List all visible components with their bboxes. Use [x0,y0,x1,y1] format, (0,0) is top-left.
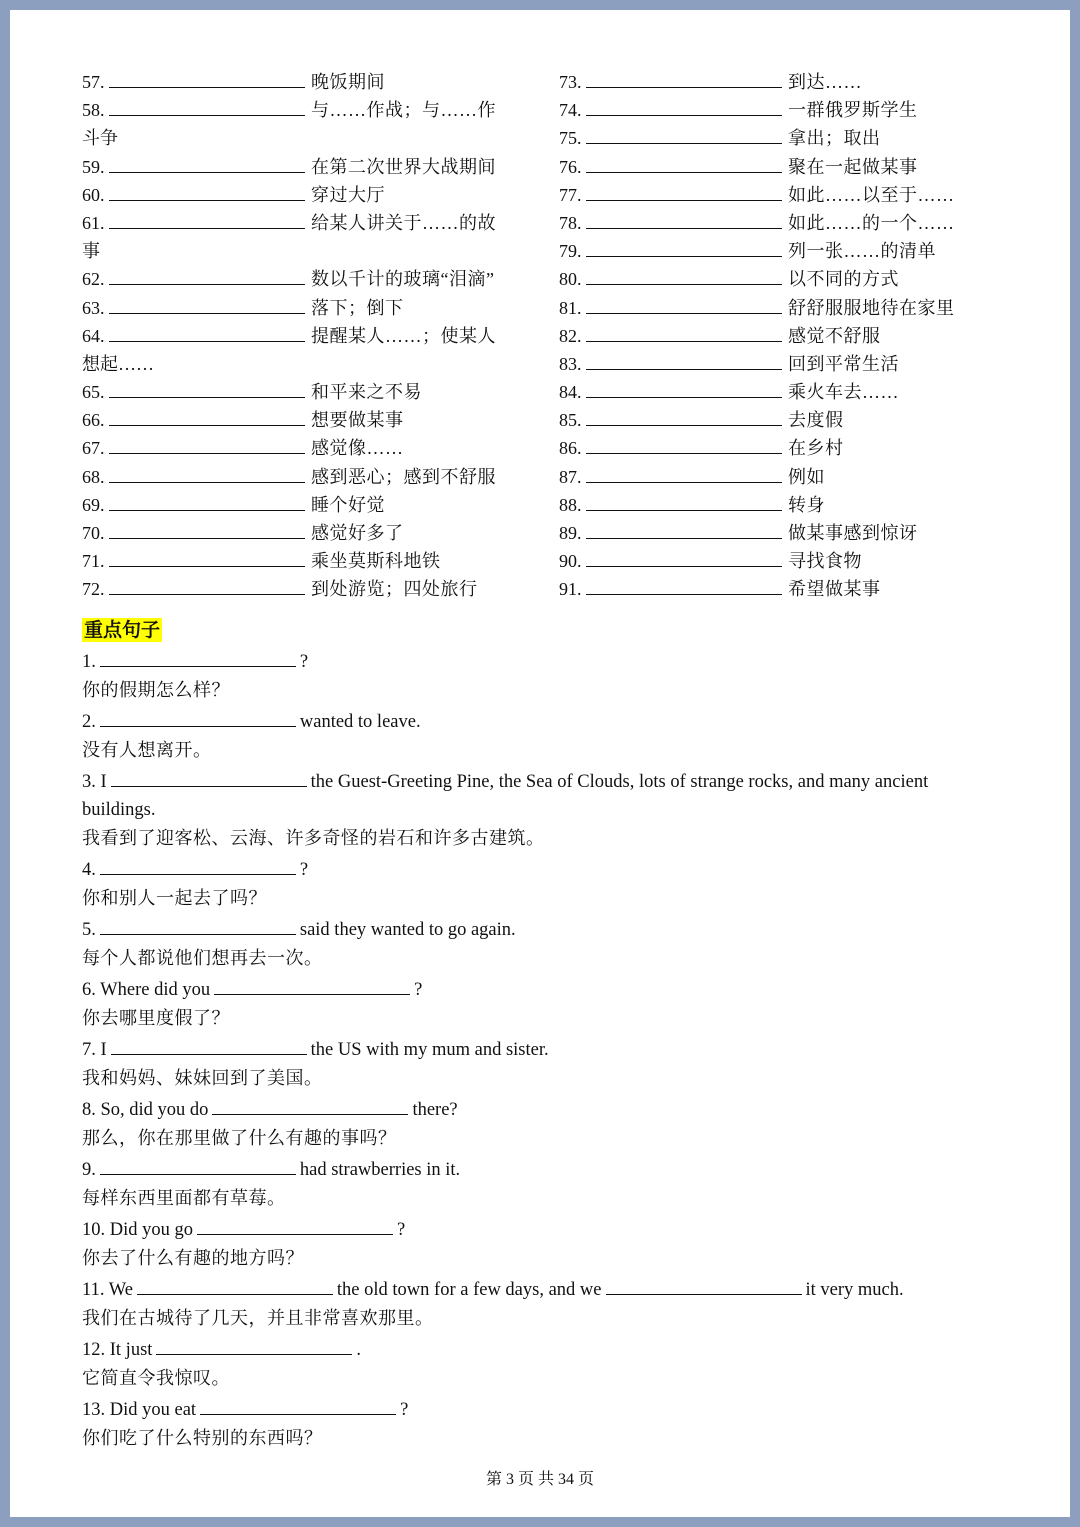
phrase-meaning: 穿过大厅 [311,184,385,205]
phrase-number: 65. [82,382,105,403]
sentence-english [82,976,1002,1004]
phrase-meaning: 在乡村 [788,438,844,459]
answer-blank[interactable] [586,435,782,454]
sentence-item [82,976,1002,1032]
phrase-meaning: 以不同的方式 [788,269,899,290]
answer-blank[interactable] [586,407,782,426]
sentence-text: there? [412,1100,458,1120]
phrase-number: 84. [559,382,582,403]
answer-blank[interactable] [156,1336,352,1355]
phrase-number: 76. [559,156,582,177]
sentence-english [82,1396,1002,1424]
answer-blank[interactable] [586,210,782,229]
phrase-item [559,124,1019,152]
phrase-item [559,575,1019,603]
phrase-meaning: 感觉好多了 [311,523,404,543]
phrase-number: 90. [559,551,582,572]
phrase-number: 78. [559,212,582,233]
phrase-item [82,491,542,519]
sentence-text: 1. [82,652,96,672]
phrase-item [559,547,1019,575]
answer-blank[interactable] [586,576,782,595]
sentence-text: 11. We [82,1280,133,1300]
answer-blank[interactable] [586,125,782,144]
sentence-english [82,916,1002,944]
answer-blank[interactable] [586,154,782,173]
sentence-chinese: 每个人都说他们想再去一次。 [82,948,323,968]
sentence-text: 12. It just [82,1340,153,1360]
sentence-chinese: 你的假期怎么样？ [82,680,230,700]
phrase-item [82,209,542,237]
phrase-item [82,547,542,575]
answer-blank[interactable] [137,1276,333,1295]
phrase-number: 88. [559,494,582,515]
phrase-number: 77. [559,184,582,205]
phrase-number: 85. [559,410,582,431]
phrase-item [82,322,542,350]
sentence-item [82,1396,1002,1452]
answer-blank[interactable] [109,154,305,173]
phrase-item [559,463,1019,491]
sentence-english [82,1036,1002,1064]
phrase-number: 68. [82,466,105,487]
answer-blank[interactable] [586,69,782,88]
phrase-meaning: 希望做某事 [788,579,881,600]
sentence-text: 7. I [82,1040,107,1060]
phrase-meaning: 列一张……的清单 [788,241,936,262]
phrase-item [82,181,542,209]
phrase-meaning-continued: 斗争 [82,128,118,149]
phrase-meaning: 如此……的一个…… [788,212,955,233]
phrase-number: 86. [559,438,582,459]
phrase-item [559,265,1019,293]
phrase-number: 60. [82,184,105,205]
sentence-english [82,856,1002,884]
sentence-item [82,1156,1002,1212]
phrase-item [82,434,542,462]
phrase-item [559,181,1019,209]
phrase-number: 69. [82,494,105,515]
phrase-number: 62. [82,269,105,290]
answer-blank[interactable] [586,266,782,285]
answer-blank[interactable] [109,69,305,88]
sentence-text: ? [299,652,309,672]
answer-blank[interactable] [109,492,305,511]
answer-blank[interactable] [100,1156,296,1175]
phrase-number: 91. [559,579,582,600]
sentence-item [82,1036,1002,1092]
answer-blank[interactable] [586,464,782,483]
phrase-meaning: 感觉不舒服 [788,325,881,346]
phrase-meaning: 和平来之不易 [311,382,422,403]
phrase-item [559,519,1019,547]
phrase-meaning: 一群俄罗斯学生 [788,100,918,121]
phrase-number: 57. [82,72,105,92]
phrase-number: 81. [559,297,582,318]
document-page [10,10,1070,1517]
phrase-item [559,153,1019,181]
phrase-meaning: 转身 [788,494,825,515]
sentence-english [82,1216,1002,1244]
sentence-item [82,1276,1002,1332]
answer-blank[interactable] [586,379,782,398]
sentence-chinese: 我看到了迎客松、云海、许多奇怪的岩石和许多古建筑。 [82,828,545,848]
answer-blank[interactable] [109,323,305,342]
answer-blank[interactable] [109,266,305,285]
phrase-number: 59. [82,156,105,177]
answer-blank[interactable] [109,464,305,483]
sentence-chinese: 你们吃了什么特别的东西吗？ [82,1428,323,1448]
sentence-text: it very much. [805,1280,904,1300]
phrase-number: 73. [559,72,582,92]
phrase-meaning: 去度假 [788,410,844,431]
phrase-number: 71. [82,551,105,572]
phrase-item [82,68,542,96]
sentence-text: 5. [82,920,96,940]
phrase-meaning: 回到平常生活 [788,353,899,374]
answer-blank[interactable] [586,295,782,314]
answer-blank[interactable] [109,520,305,539]
answer-blank[interactable] [100,856,296,875]
phrase-item [82,294,542,322]
sentence-english [82,708,1002,736]
phrase-number: 66. [82,410,105,431]
sentence-chinese: 你去哪里度假了？ [82,1008,230,1028]
answer-blank[interactable] [586,238,782,257]
sentence-text: 8. So, did you do [82,1100,209,1120]
answer-blank[interactable] [100,916,296,935]
sentence-list [82,648,1002,1456]
sentence-item [82,856,1002,912]
phrase-meaning: 在第二次世界大战期间 [311,156,496,177]
answer-blank[interactable] [109,210,305,229]
sentence-text: 6. Where did you [82,980,211,1000]
sentence-text: wanted to leave. [299,712,421,732]
answer-blank[interactable] [109,548,305,567]
phrase-item [82,519,542,547]
phrase-meaning: 做某事感到惊讶 [788,523,918,543]
answer-blank[interactable] [109,295,305,314]
phrase-meaning-continued: 事 [82,241,100,262]
answer-blank[interactable] [100,648,296,667]
phrase-meaning: 感到恶心；感到不舒服 [311,466,496,487]
phrase-number: 75. [559,128,582,149]
phrase-meaning: 聚在一起做某事 [788,156,918,177]
phrase-number: 70. [82,523,105,543]
sentence-item [82,1096,1002,1152]
phrase-number: 63. [82,297,105,318]
phrase-item [559,491,1019,519]
sentence-text: said they wanted to go again. [299,920,516,940]
answer-blank[interactable] [109,407,305,426]
phrase-item [559,237,1019,265]
phrase-number: 58. [82,100,105,121]
phrase-number: 72. [82,579,105,600]
answer-blank[interactable] [109,182,305,201]
phrase-item [82,575,542,603]
sentence-text: had strawberries in it. [299,1160,461,1180]
phrase-number: 64. [82,325,105,346]
answer-blank[interactable] [586,323,782,342]
phrase-item [559,294,1019,322]
phrase-item [559,434,1019,462]
answer-blank[interactable] [586,492,782,511]
phrase-item [82,406,542,434]
sentence-item [82,916,1002,972]
sentence-text: the Guest-Greeting Pine, the Sea of Clouds, lots of strange rocks, and many ancient buildings. [82,772,929,820]
sentence-chinese: 我们在古城待了几天，并且非常喜欢那里。 [82,1308,434,1328]
answer-blank[interactable] [212,1096,408,1115]
phrase-item [82,96,542,124]
phrase-number: 83. [559,353,582,374]
sentence-chinese: 那么，你在那里做了什么有趣的事吗？ [82,1128,397,1148]
phrase-meaning: 拿出；取出 [788,128,881,149]
sentence-item [82,768,1002,852]
sentence-english [82,768,1002,824]
phrase-meaning: 乘火车去…… [788,382,899,403]
sentence-english [82,1096,1002,1124]
sentence-item [82,708,1002,764]
sentence-text: 4. [82,860,96,880]
answer-blank[interactable] [586,548,782,567]
sentence-chinese: 你和别人一起去了吗？ [82,888,267,908]
phrase-meaning: 落下；倒下 [311,297,404,318]
sentence-item [82,1336,1002,1392]
answer-blank[interactable] [111,1036,307,1055]
phrase-column-left [82,68,542,604]
answer-blank[interactable] [109,435,305,454]
phrase-item [559,68,1019,96]
section-heading: 重点句子 [84,619,161,641]
phrase-item [559,350,1019,378]
sentence-chinese: 我和妈妈、妹妹回到了美国。 [82,1068,323,1088]
sentence-text: 10. Did you go [82,1220,193,1240]
sentence-english [82,1156,1002,1184]
phrase-meaning: 给某人讲关于……的故 [311,212,496,233]
phrase-number: 80. [559,269,582,290]
phrase-number: 82. [559,325,582,346]
phrase-item [559,209,1019,237]
sentence-text: 13. Did you eat [82,1400,197,1420]
sentence-text: 9. [82,1160,96,1180]
phrase-number: 74. [559,100,582,121]
answer-blank[interactable] [586,182,782,201]
sentence-chinese: 它简直令我惊叹。 [82,1368,230,1388]
page-footer: 第 3 页 共 34 页 [485,1471,594,1488]
answer-blank[interactable] [214,976,410,995]
phrase-number: 79. [559,241,582,262]
phrase-meaning: 乘坐莫斯科地铁 [311,551,441,572]
phrase-item [82,265,542,293]
phrase-meaning: 感觉像…… [311,438,404,459]
answer-blank[interactable] [100,708,296,727]
phrase-meaning: 数以千计的玻璃“泪滴” [311,269,495,290]
sentence-text: the US with my mum and sister. [310,1040,549,1060]
phrase-meaning: 到达…… [788,72,862,92]
sentence-text: ? [400,1400,409,1420]
sentence-chinese: 没有人想离开。 [82,740,212,760]
phrase-column-right [559,68,1019,604]
phrase-meaning: 寻找食物 [788,551,862,572]
phrase-item [82,378,542,406]
sentence-text: . [356,1340,362,1360]
phrase-number: 89. [559,523,582,543]
phrase-number: 87. [559,466,582,487]
phrase-item [559,96,1019,124]
sentence-english [82,648,1002,676]
phrase-meaning: 晚饭期间 [311,72,385,92]
answer-blank[interactable] [586,351,782,370]
sentence-chinese: 你去了什么有趣的地方吗？ [82,1248,304,1268]
phrase-meaning: 如此……以至于…… [788,184,955,205]
sentence-item [82,1216,1002,1272]
phrase-item [559,322,1019,350]
sentence-text: 2. [82,712,96,732]
answer-blank[interactable] [197,1216,393,1235]
answer-blank[interactable] [606,1276,802,1295]
answer-blank[interactable] [586,520,782,539]
sentence-text: ? [299,860,309,880]
phrase-meaning: 舒舒服服地待在家里 [788,297,955,318]
answer-blank[interactable] [111,768,307,787]
sentence-text: ? [397,1220,406,1240]
sentence-english [82,1336,1002,1364]
phrase-meaning-continued: 想起…… [82,353,154,374]
phrase-meaning: 到处游览；四处旅行 [311,579,478,600]
sentence-chinese: 每样东西里面都有草莓。 [82,1188,286,1208]
sentence-text: 3. I [82,772,107,792]
answer-blank[interactable] [109,576,305,595]
phrase-item [82,153,542,181]
phrase-number: 67. [82,438,105,459]
sentence-item [82,648,1002,704]
phrase-meaning: 例如 [788,466,825,487]
phrase-number: 61. [82,212,105,233]
sentence-text: ? [414,980,423,1000]
phrase-item [559,406,1019,434]
answer-blank[interactable] [200,1396,396,1415]
phrase-item [559,378,1019,406]
answer-blank[interactable] [586,97,782,116]
phrase-meaning: 与……作战；与……作 [311,100,496,121]
phrase-meaning: 睡个好觉 [311,494,385,515]
phrase-meaning: 提醒某人……；使某人 [311,325,496,346]
answer-blank[interactable] [109,379,305,398]
phrase-meaning: 想要做某事 [311,410,404,431]
sentence-english [82,1276,1002,1304]
answer-blank[interactable] [109,97,305,116]
phrase-item [82,463,542,491]
sentence-text: the old town for a few days, and we [336,1280,602,1300]
